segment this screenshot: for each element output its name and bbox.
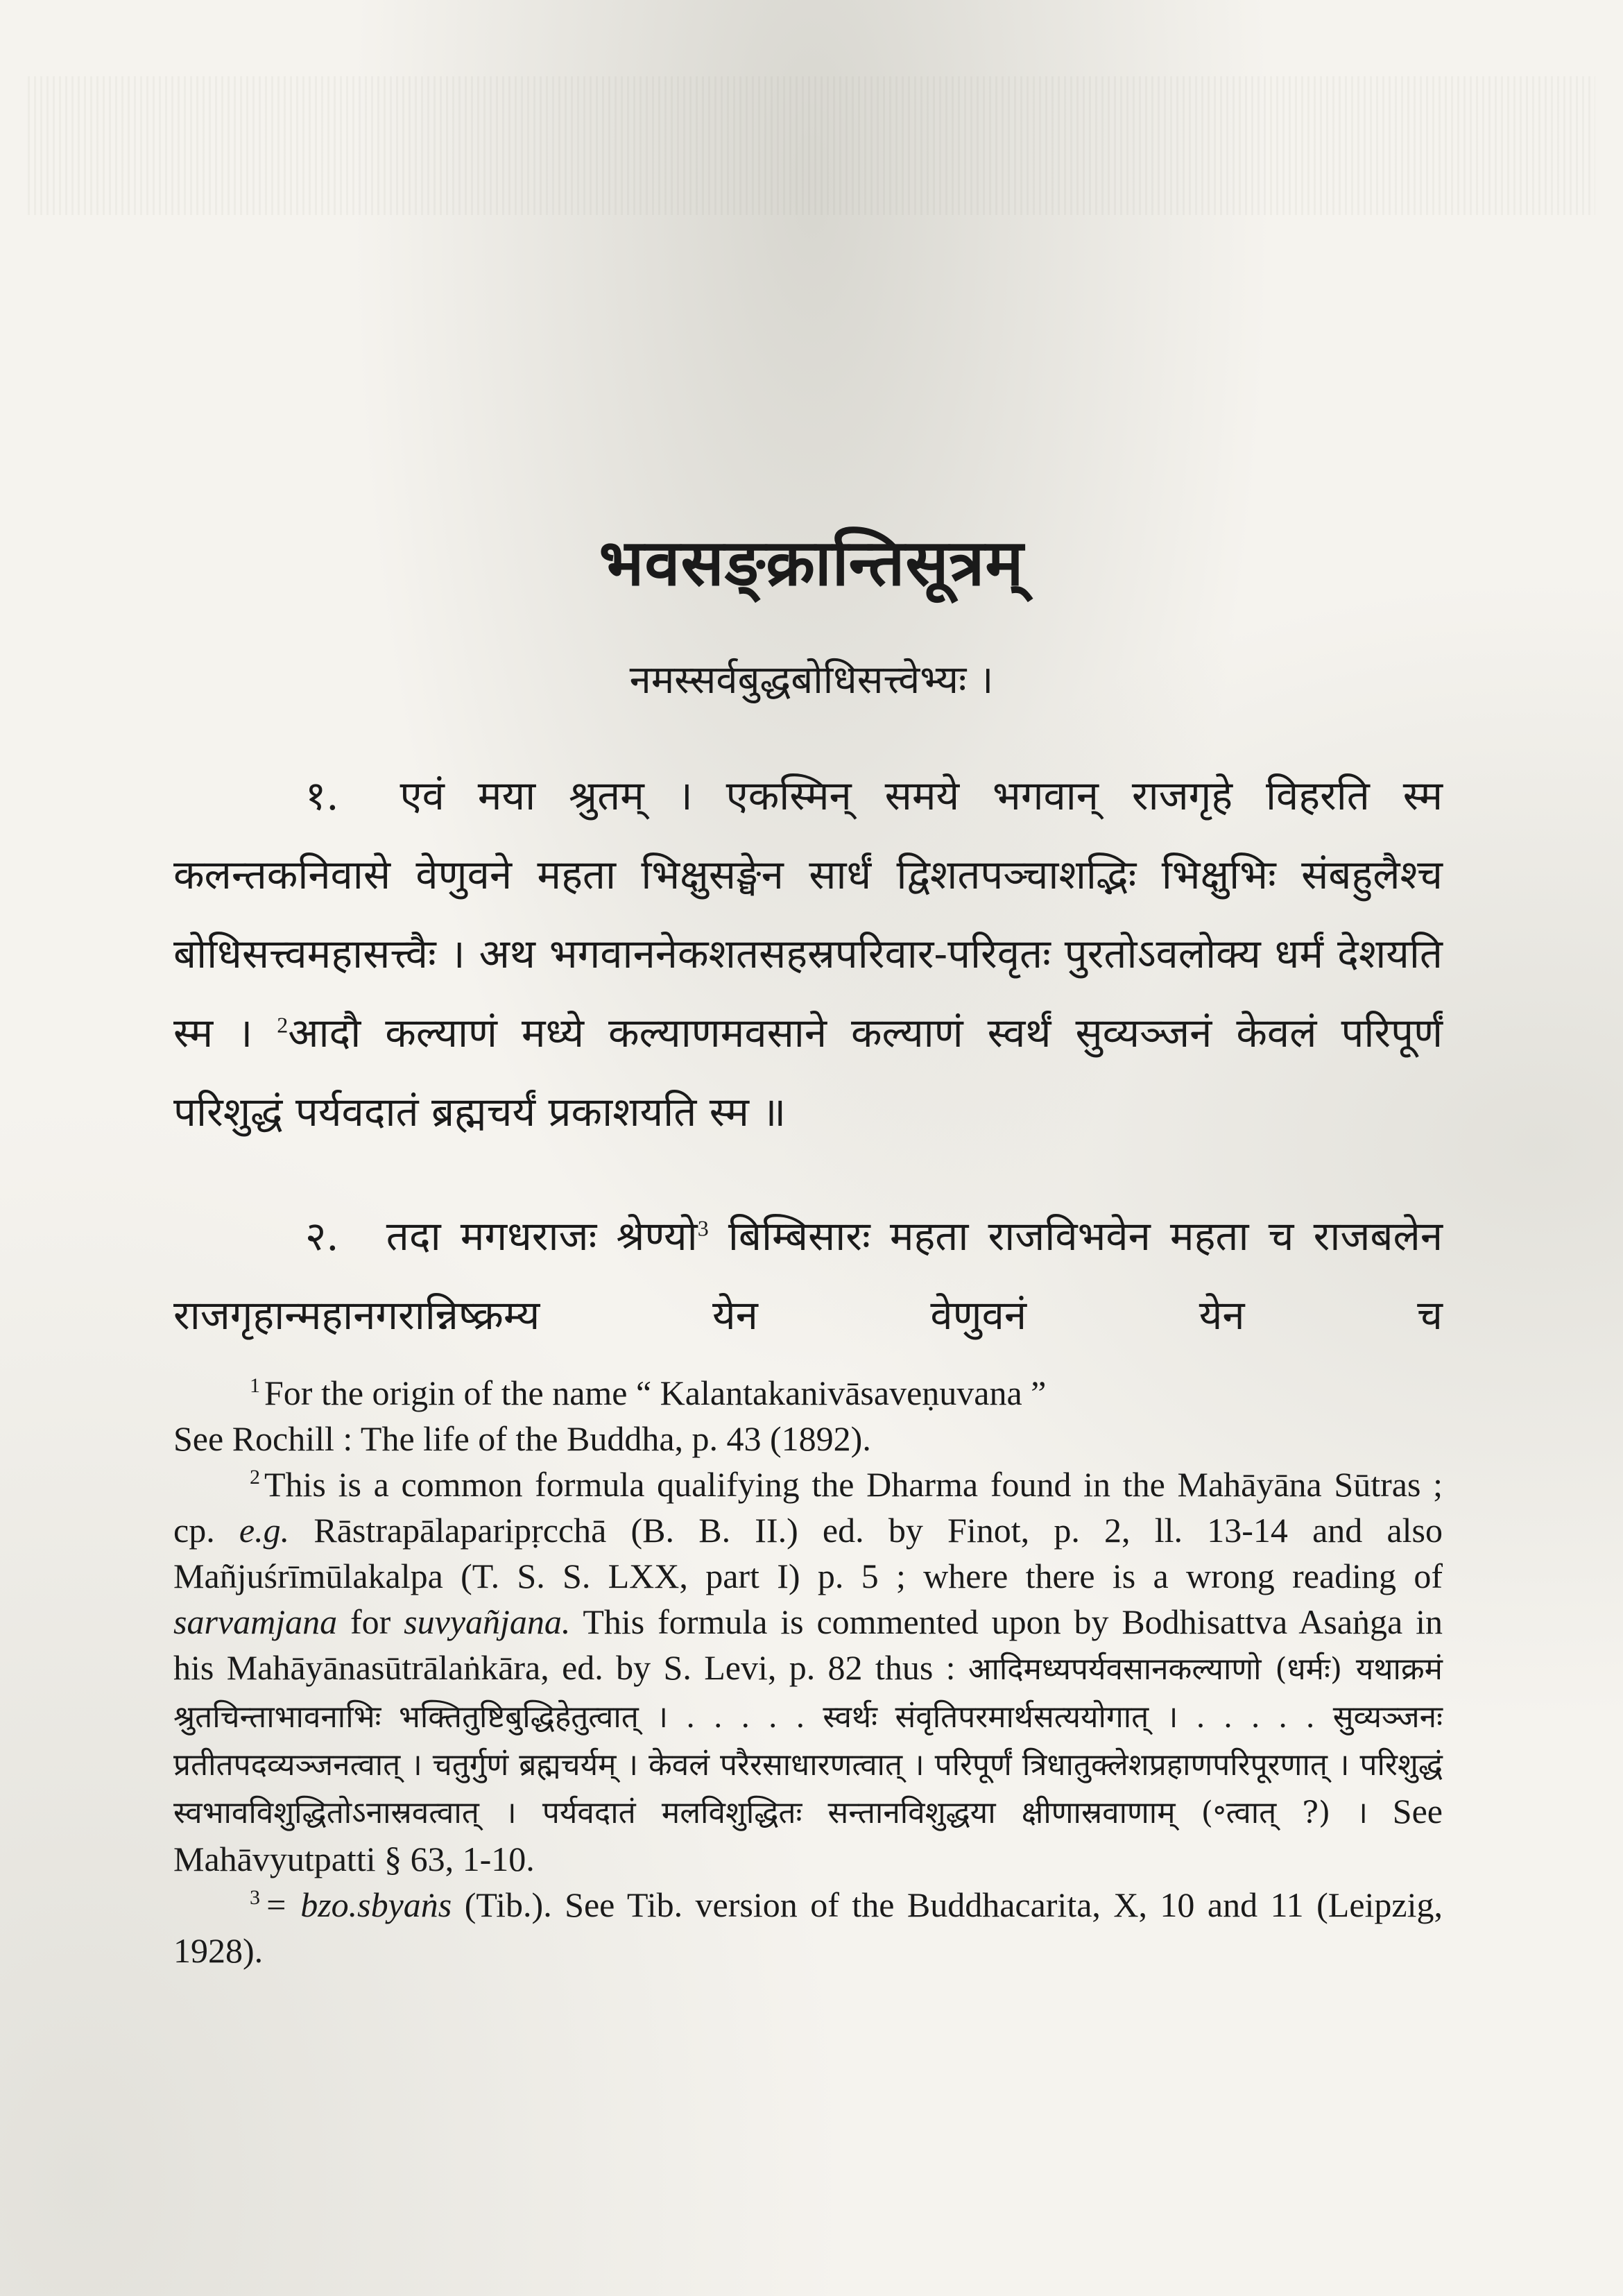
footnote-italic: sarvamjana — [173, 1602, 338, 1641]
paragraph-text: एवं मया श्रुतम् । एकस्मिन् समये भगवान् राजगृहे विहरति स्म कलन्तकनिवासे वेणुवने महता भिक्षुसङ्घेन सार्धं द्विशतपञ्चाशद्भिः भिक्षुभिः संबहुलैश्च बोधिसत्त्वमहासत्त्वैः । अथ भगवाननेकशतसहस्रपरिवार-परिवृतः पुरतोऽवलोक्य धर्मं देशयति स्म । — [173, 772, 1443, 1056]
footnote-2 — [173, 1462, 1443, 1882]
paragraph-number: १. — [305, 772, 339, 819]
paragraph-2 — [173, 1197, 1443, 1355]
footnote-text: for — [350, 1602, 391, 1641]
sutra-title: भवसङ्क्रान्तिसूत्रम् — [599, 525, 1024, 600]
footnote-text: See Mahāvyutpatti § 63, 1-10. — [173, 1792, 1443, 1878]
footnote-sanskrit: आदिमध्यपर्यवसानकल्याणो (धर्मः) यथाक्रमं श्रुतचिन्ताभावनाभिः भक्तितुष्टिबुद्धिहेतुत्वात् । . . . . . स्वर्थः संवृतिपरमार्थसत्ययोगात् । . . . . . सुव्यञ्जनः प्रतीतपदव्यञ्जनत्वात् । चतुर्गुणं ब्रह्मचर्यम् । केवलं परैरसाधारणत्वात् । परिपूर्णं त्रिधातुक्लेशप्रहाणपरिपूरणात् । परिशुद्धं स्वभावविशुद्धितोऽनास्रवत्वात् । पर्यवदातं मलविशुद्धितः सन्तानविशुद्धया क्षीणास्रवाणाम् (॰त्वात् ?) । — [173, 1652, 1443, 1831]
invocation-line: नमस्सर्वबुद्धबोधिसत्त्वेभ्यः । — [629, 658, 994, 703]
footnote-text: This formula is commented upon by Bodhisattva Asaṅga in his Mahāyānasūtrālaṅkāra, ed. by S. Levi, p. 82 thus : — [173, 1602, 1443, 1687]
footnote-1 — [173, 1370, 1443, 1462]
footnote-3 — [173, 1882, 1443, 1973]
footnote-text: (Tib.). See Tib. version of the Buddhacarita, X, 10 and 11 (Leipzig, 1928). — [173, 1885, 1443, 1970]
footnote-italic: suvyañjana. — [404, 1602, 571, 1641]
footnote-ref: 3 — [697, 1215, 709, 1241]
paragraph-1 — [173, 756, 1443, 1151]
footnote-text: For the origin of the name “ Kalantakanivāsaveṇuvana ” — [264, 1373, 1047, 1412]
footnote-mark: 3 — [250, 1886, 260, 1910]
footnote-italic: e.g. — [239, 1511, 290, 1550]
footnote-text: Rāstrapālaparipṛcchā (B. B. II.) ed. by Finot, p. 2, ll. 13-14 and also Mañjuśrīmūlakalpa (T. S. S. LXX, part I) p. 5 ; where there is a wrong reading of — [173, 1511, 1443, 1595]
footnote-ref: 2 — [277, 1012, 289, 1038]
paragraph-number: २. — [305, 1213, 339, 1260]
footnote-text: See Rochill : The life of the Buddha, p. 43 (1892). — [173, 1419, 871, 1458]
footnote-mark: 2 — [250, 1466, 260, 1489]
scan-noise — [28, 76, 1595, 215]
paragraph-text: आदौ कल्याणं मध्ये कल्याणमवसाने कल्याणं स्वर्थं सुव्यञ्जनं केवलं परिपूर्णं परिशुद्धं पर्यवदातं ब्रह्मचर्यं प्रकाशयति स्म ॥ — [173, 1009, 1443, 1136]
footnotes — [173, 1370, 1443, 1973]
paragraph-text: तदा मगधराजः श्रेण्यो — [386, 1213, 698, 1260]
footnote-italic: = bzo.sbyaṅs — [264, 1885, 452, 1924]
paragraph-text: बिम्बिसारः महता राजविभवेन महता च राजबलेन राजगृहान्महानगरान्निष्क्रम्य येन वेणुवनं येन च — [173, 1213, 1443, 1339]
footnote-text: This is a common formula qualifying the Dharma found in the Mahāyāna Sūtras ; cp. — [173, 1465, 1443, 1550]
footnote-mark: 1 — [250, 1374, 260, 1398]
